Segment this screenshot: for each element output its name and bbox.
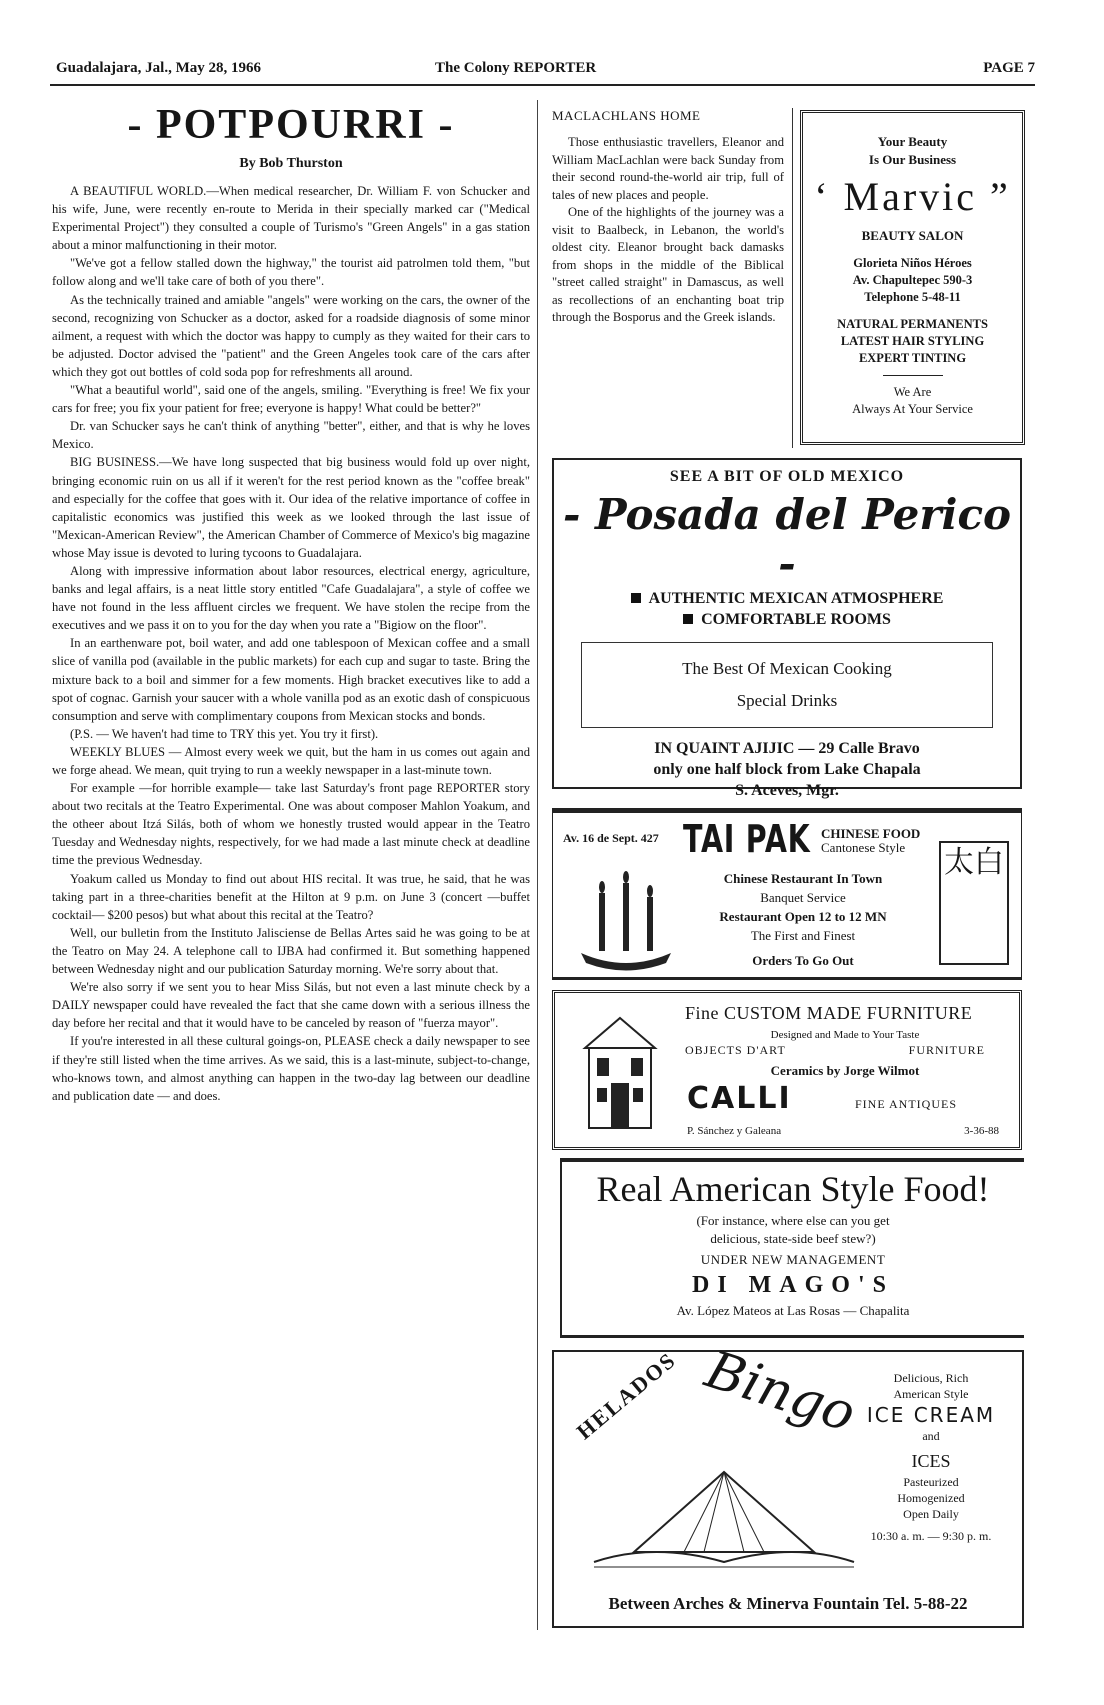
marvic-address: Av. Chapultepec 590-3 bbox=[852, 273, 973, 287]
marvic-service: LATEST HAIR STYLING bbox=[840, 334, 985, 348]
calli-address: P. Sánchez y Galeana bbox=[687, 1125, 782, 1137]
calli-ad bbox=[552, 990, 1022, 1150]
helados-location: Between Arches & Minerva Fountain Tel. 5-88-22 bbox=[608, 1594, 968, 1613]
marvic-closing: Always At Your Service bbox=[852, 402, 973, 416]
helados-brand: Bingo bbox=[698, 1339, 863, 1445]
taipak-street: Av. 16 de Sept. 427 bbox=[563, 831, 659, 845]
paragraph: BIG BUSINESS.—We have long suspected that big business would fold up over night, bringing economic ruin on us all if it weren't for the rest period known as the "coffee break" and especially for the coffee that goes with it. Our idea of the relative importance of coffee in capitalistic economics was justified this week as we looked through the last issue of "Mexican-American Review", the American Chamber of Commerce of Mexico's big magazine whose May issue is devoted to luring tycoons to Guadalajara. bbox=[52, 455, 531, 560]
maclachlans-heading: MACLACHLANS HOME bbox=[552, 108, 701, 123]
divider bbox=[883, 375, 943, 376]
marvic-slogan: Is Our Business bbox=[868, 152, 957, 167]
posada-address: IN QUAINT AJIJIC — 29 Calle Bravo bbox=[654, 740, 920, 757]
paragraph: Yoakum called us Monday to find out about HIS recital. It was true, he said, that he was taking part in a three-charities benefit at the Hilton at 9 p.m. on June 3 (concert —buffet cocktail— $200 pesos) but what about this recital at the Teatro? bbox=[52, 871, 530, 922]
paragraph: In an earthenware pot, boil water, and add one tablespoon of Mexican coffee and a small slice of vanilla pod (available in the public markets) for each cup and sugar to taste. Bring the mixture back to a boil and simmer for a few moments. High bracket executives like to add a spot of cognac. Garnish your saucer with a whole vanilla pod as an exotic dash of conspicuous consumption and serve with complimentary coupons from Mexican stocks and bonds. bbox=[52, 636, 530, 723]
dimago-question: delicious, state-side beef stew?) bbox=[710, 1231, 876, 1246]
candles-illustration-icon bbox=[571, 853, 681, 973]
paragraph: "We've got a fellow stalled down the highway," the tourist aid patrolmen told them, "but follow along and we'll take care of both of you there". bbox=[52, 256, 530, 289]
calli-categories: OBJECTS D'ART FURNITURE bbox=[685, 1043, 985, 1057]
masthead-paper-name: The Colony REPORTER bbox=[435, 60, 597, 76]
marvic-slogan: Your Beauty bbox=[877, 134, 948, 149]
calli-ceramics: Ceramics by Jorge Wilmot bbox=[770, 1063, 920, 1078]
masthead-page-number: PAGE 7 bbox=[983, 60, 1035, 76]
bullet-icon bbox=[631, 593, 641, 603]
chinese-characters: 太白 bbox=[939, 841, 1009, 965]
taipak-cuisine: CHINESE FOOD Cantonese Style bbox=[821, 826, 921, 855]
posada-feature: AUTHENTIC MEXICAN ATMOSPHERE bbox=[554, 588, 1020, 609]
taipak-brand: TAI PAK bbox=[683, 817, 811, 861]
posada-address: only one half block from Lake Chapala bbox=[653, 761, 921, 778]
paragraph: If you're interested in all these cultural goings-on, PLEASE check a daily newspaper to see if they're still listed when the time arrives. As we said, this is a last-minute, subject-to-change, who-knows town, and almost anything can happen in the two-day lag between our deadline and publication date — and does. bbox=[52, 1034, 530, 1103]
calli-phone: 3-36-88 bbox=[964, 1125, 999, 1137]
paragraph: "What a beautiful world", said one of the angels, smiling. "Everything is free! We fix your cars for free; you fix your patient for free; everyone is happy! What could be better?" bbox=[52, 383, 530, 416]
calli-subline: Designed and Made to Your Taste bbox=[770, 1029, 920, 1041]
posada-inner-box bbox=[581, 642, 993, 728]
masthead bbox=[50, 58, 1035, 86]
marvic-ad bbox=[800, 110, 1025, 445]
helados-ad bbox=[552, 1339, 1024, 1628]
dimago-ad bbox=[560, 1158, 1024, 1338]
potpourri-title: - POTPOURRI - bbox=[127, 102, 455, 148]
helados-word: HELADOS bbox=[571, 1346, 681, 1445]
helados-details: Delicious, Rich American Style ICE CREAM and ICES Pasteurized Homogenized Open Daily 10:30 a. m. — 9:30 p. m. bbox=[866, 1371, 996, 1543]
masthead-date: Guadalajara, Jal., May 28, 1966 bbox=[56, 60, 261, 76]
taipak-orders: Orders To Go Out bbox=[752, 953, 854, 968]
paragraph: (P.S. — We haven't had time to TRY this yet. You try it first). bbox=[70, 726, 379, 741]
posada-cooking: The Best Of Mexican Cooking bbox=[682, 659, 892, 678]
taipak-ad bbox=[552, 808, 1022, 980]
dimago-headline: Real American Style Food! bbox=[596, 1169, 990, 1209]
marvic-type: BEAUTY SALON bbox=[861, 228, 964, 243]
posada-ad bbox=[552, 458, 1022, 799]
posada-manager: S. Aceves, Mgr. bbox=[735, 782, 839, 799]
posada-drinks: Special Drinks bbox=[736, 691, 838, 710]
carousel-illustration-icon bbox=[574, 1462, 874, 1582]
marvic-address: Glorieta Niños Héroes bbox=[853, 256, 972, 270]
taipak-details: Chinese Restaurant In Town Banquet Service Restaurant Open 12 to 12 MN The First and Finest bbox=[719, 871, 887, 943]
paragraph: As the technically trained and amiable "angels" were working on the cars, the owner of the second, recognizing von Schucker as a doctor, asked for a roadside diagnosis of some minor ailment, a request with which the doctor was happy to cumply as they waited for their cars to be adjusted. Doctor advised the "patient" and the Green Angeles took care of the cars after which they got out bottles of cold soda pop for refreshments all around. bbox=[52, 292, 530, 379]
marvic-closing: We Are bbox=[893, 385, 932, 399]
paragraph: Those enthusiastic travellers, Eleanor and William MacLachlan were back Sunday from their second round-the-world air trip, full of tales of new places and people. bbox=[552, 135, 784, 202]
maclachlans-article bbox=[552, 108, 784, 327]
paragraph: We're also sorry if we sent you to hear Miss Silás, but not even a last minute check by a DAILY newspaper could have revealed the fact that she came down with a serious illness the day before her recital and that it would have to be canceled by reason of "fuerza mayor". bbox=[52, 980, 530, 1031]
potpourri-byline: By Bob Thurston bbox=[239, 156, 343, 171]
paragraph: One of the highlights of the journey was a visit to Baalbeck, in Lebanon, the world's oldest city. Eleanor brought back damasks from shops in the middle of the Biblical "street called straight" in Damascus, as well as recollections of an enchanting boat trip through the Bosporus and the Greek islands. bbox=[552, 205, 784, 324]
dimago-management: UNDER NEW MANAGEMENT bbox=[700, 1252, 886, 1267]
building-illustration-icon bbox=[575, 1013, 665, 1133]
posada-name: - Posada del Perico - bbox=[562, 490, 1012, 588]
marvic-brand: ‘ Marvic ” bbox=[814, 174, 1011, 219]
paragraph: Dr. van Schucker says he can't think of anything "better", either, and that is why he loves Mexico. bbox=[52, 419, 530, 452]
column-divider bbox=[792, 108, 793, 448]
column-divider bbox=[537, 100, 538, 1630]
bullet-icon bbox=[683, 614, 693, 624]
paragraph: Well, our bulletin from the Instituto Jalisciense de Bellas Artes said he was going to be at the Teatro on May 24. A telephone call to IJBA had confirmed it. But something happened between Wednesday night and our publication Saturday morning. We're sorry about that. bbox=[52, 925, 530, 977]
dimago-question: (For instance, where else can you get bbox=[696, 1213, 890, 1228]
paragraph: A BEAUTIFUL WORLD.—When medical researcher, Dr. William F. von Schucker and his wife, June, were recently en-route to Merida in their specially marked car ("Medical Experimental Project") they consulted a couple of Turismo's "Green Angels" in a gas station about a minor malfunctioning in their motor. bbox=[52, 184, 530, 253]
paragraph: Along with impressive information about labor resources, electrical energy, agriculture, banks and legal affairs, is a neat little story entitled "Cafe Guadalajara", a style of coffee we have not found in the less affluent circles we frequent. We have stolen the recipe from the executives and we pass it on to you for the day when you rate a "Bigiow on the floor". bbox=[52, 563, 530, 633]
dimago-address: Av. López Mateos at Las Rosas — Chapalita bbox=[676, 1303, 910, 1318]
marvic-service: EXPERT TINTING bbox=[858, 351, 967, 365]
dimago-brand: DI MAGO'S bbox=[691, 1272, 894, 1298]
posada-tagline: SEE A BIT OF OLD MEXICO bbox=[669, 468, 905, 485]
paragraph: For example —for horrible example— take last Saturday's front page REPORTER story about two recitals at the Teatro Experimental. One was about composer Mahlon Yoakum, and the otheer about Itzá Silás, both of whom we honestly trusted would appear in the Teatro Tuesday and Wednesday nights, respectively, for we had made a last minute check at deadline time the previous Wednesday. bbox=[52, 781, 530, 868]
marvic-phone: Telephone 5-48-11 bbox=[864, 290, 961, 304]
calli-antiques: FINE ANTIQUES bbox=[855, 1097, 957, 1111]
potpourri-column bbox=[52, 100, 530, 1105]
paragraph: WEEKLY BLUES — Almost every week we quit, but the ham in us comes out again and we forge ahead. We mean, quit trying to run a weekly newspaper in a last-minute town. bbox=[52, 744, 530, 777]
posada-feature: COMFORTABLE ROOMS bbox=[554, 609, 1020, 630]
calli-headline: Fine CUSTOM MADE FURNITURE bbox=[685, 1003, 973, 1023]
calli-brand: CALLI bbox=[687, 1081, 792, 1116]
marvic-service: NATURAL PERMANENTS bbox=[837, 317, 988, 331]
